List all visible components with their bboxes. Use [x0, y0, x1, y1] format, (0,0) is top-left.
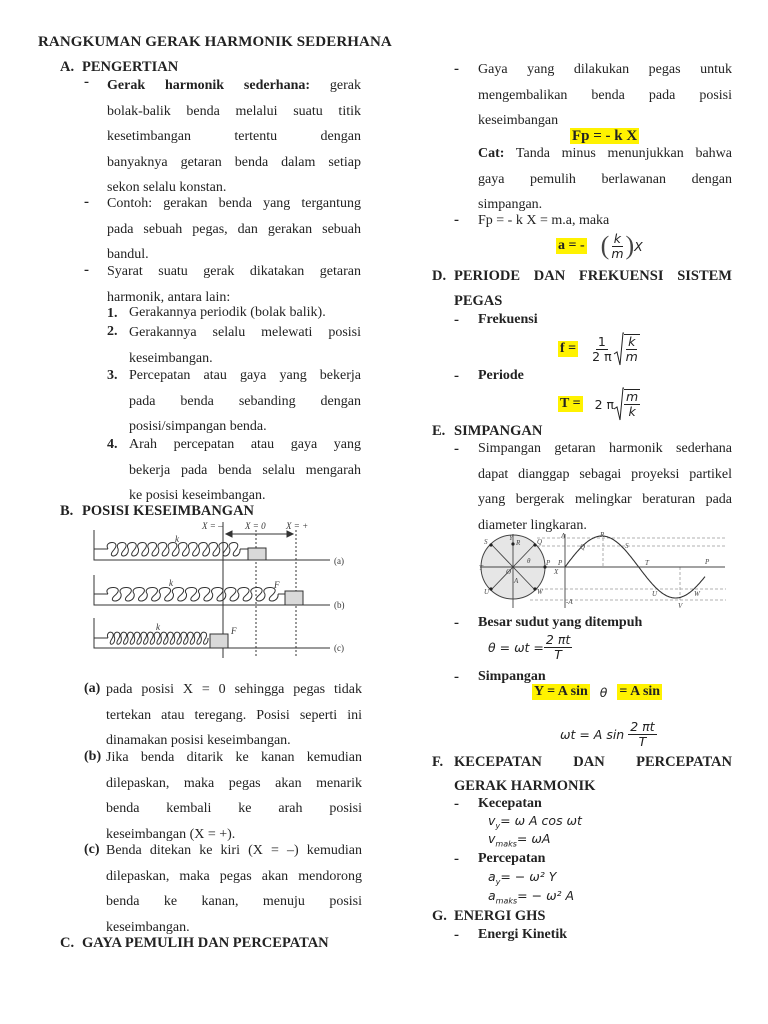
label-p-wave: P	[558, 559, 563, 567]
formula-highlight: = A sin	[619, 684, 661, 699]
symbol-sub: maks	[495, 839, 517, 849]
label-q-wave: Q	[580, 543, 586, 551]
text-line: Percepatan atau gaya yang bekerja	[129, 368, 361, 383]
text-line: bolak-balik benda melalui suatu titik	[107, 103, 361, 119]
text-line: mengembalikan benda pada posisi	[478, 87, 732, 103]
section-d-heading-cont: PEGAS	[454, 293, 503, 309]
label-w: W	[537, 588, 543, 596]
symbol-main: v	[488, 831, 496, 846]
text-line: Contoh: gerakan benda yang tergantung	[107, 196, 361, 211]
circular-motion-diagram	[479, 531, 728, 610]
text-line: dilepaskan, maka pegas akan menarik	[106, 775, 362, 791]
note-paragraph	[478, 141, 732, 218]
mass-c	[210, 634, 228, 648]
formula-angle	[488, 633, 572, 662]
bullet-dash: -	[454, 312, 459, 328]
bullet-dash: -	[84, 74, 89, 90]
text-line: sekon selalu konstan.	[107, 180, 227, 195]
case-b-text	[106, 745, 362, 847]
heading-word: PERCEPATAN	[636, 754, 732, 770]
section-title: SIMPANGAN	[454, 423, 543, 439]
freq-label: Frekuensi	[478, 312, 538, 327]
section-c-heading	[60, 935, 329, 952]
simpangan-paragraph	[478, 436, 732, 538]
fraction-numerator: 2 πt	[545, 632, 571, 647]
text-line: kesetimbangan tertentu dengan	[107, 129, 361, 144]
text-line: diameter lingkaran.	[478, 517, 587, 533]
label-x0: X = 0	[245, 521, 266, 531]
angle-label: Besar sudut yang ditempuh	[478, 615, 643, 630]
text-line: Tanda minus menunjukkan bahwa	[515, 146, 733, 161]
label-neg-a: -A	[566, 598, 573, 606]
bullet-dash: -	[454, 615, 459, 631]
example-paragraph	[107, 191, 361, 268]
label-o: O	[506, 568, 512, 576]
label-k-a: k	[175, 534, 179, 544]
formula-highlight: Y = A sin	[534, 684, 588, 699]
fraction-numerator: 2 πt	[630, 719, 655, 734]
text-line: Gerakannya periodik (bolak balik).	[129, 305, 326, 320]
label-p2-wave: P	[705, 558, 710, 566]
label-f-b: F	[274, 580, 280, 590]
sqrt-sign	[614, 387, 624, 421]
label-a: A	[514, 577, 519, 585]
section-letter: F.	[432, 754, 444, 770]
section-b-heading	[60, 503, 254, 520]
restoring-force-paragraph	[478, 57, 732, 134]
text-line: Jika benda ditarik ke kanan kemudian	[106, 750, 362, 765]
section-letter: D.	[432, 268, 447, 284]
text-line: gerak	[329, 78, 361, 93]
formula-frequency	[558, 332, 640, 366]
paren-right: )	[625, 231, 635, 260]
section-d-heading	[432, 268, 732, 285]
section-title: PENGERTIAN	[82, 59, 179, 75]
mass-b	[285, 591, 303, 605]
section-letter: G.	[432, 908, 447, 924]
label-case-a: (a)	[334, 556, 344, 566]
text-line: Gerakannya selalu melewati posisi	[129, 325, 361, 340]
section-letter: E.	[432, 423, 446, 439]
case-tag: (a)	[84, 681, 101, 696]
kinetic-energy-label: Energi Kinetik	[478, 927, 568, 942]
list-number: 4.	[107, 437, 118, 452]
root-numerator: k	[628, 334, 636, 349]
bullet-dash: -	[84, 262, 89, 278]
section-title: ENERGI GHS	[454, 908, 546, 924]
label-r-wave: R	[600, 531, 605, 539]
label-r: R	[516, 539, 521, 547]
section-letter: B.	[60, 503, 74, 519]
bullet-dash: -	[454, 669, 459, 685]
formula-velocity-max	[488, 831, 550, 849]
symbol-main: v	[488, 813, 496, 828]
text-line: pada posisi X = 0 sehingga pegas tidak	[106, 682, 362, 697]
bullet-dash: -	[454, 796, 459, 812]
bullet-dash: -	[454, 368, 459, 384]
label-t: T	[479, 564, 483, 572]
section-letter: A.	[60, 59, 75, 75]
root-denominator: k	[628, 404, 636, 419]
label-case-c: (c)	[334, 643, 344, 653]
root-numerator: m	[626, 389, 639, 404]
section-title	[454, 754, 732, 771]
heading-word: DAN	[573, 754, 605, 770]
symbol-main: a	[488, 869, 496, 884]
wall-floor-a	[94, 530, 330, 560]
condition-item	[129, 432, 361, 509]
label-case-b: (b)	[334, 600, 345, 610]
note-label: Cat:	[478, 146, 505, 161]
text-line: banyaknya getaran benda dalam setiap	[107, 154, 361, 170]
text-line: keseimbangan.	[129, 350, 213, 366]
label-p: P	[546, 559, 551, 567]
velocity-label: Kecepatan	[478, 796, 542, 811]
label-w-wave: W	[694, 590, 700, 598]
case-c-text	[106, 838, 362, 940]
label-k-c: k	[156, 622, 160, 632]
spring-c	[107, 632, 208, 644]
bullet-dash: -	[454, 927, 459, 943]
label-f-c: F	[231, 626, 237, 636]
label-u-wave: U	[652, 590, 658, 598]
formula-rhs: = − ω² A	[517, 888, 575, 903]
text-line: benda kembali ke arah posisi	[106, 801, 362, 816]
label-a-top: A	[561, 532, 566, 540]
formula-period	[558, 387, 640, 421]
case-a-text	[106, 677, 362, 754]
label-theta: θ	[527, 557, 531, 565]
condition-item	[129, 363, 361, 440]
list-number: 1.	[107, 306, 118, 321]
period-label: Periode	[478, 368, 524, 383]
section-g-heading	[432, 908, 545, 925]
theta-symbol: θ	[599, 684, 608, 700]
displacement-label: Simpangan	[478, 669, 546, 684]
text-line: pada sebuah pegas, dan gerakan sebuah	[107, 221, 361, 237]
text-line: dapat dianggap sebagai proyeksi partikel	[478, 466, 732, 482]
formula-rhs: = − ω² Y	[500, 869, 557, 884]
fraction-denominator: T	[554, 647, 562, 662]
bullet-dash: -	[454, 61, 459, 77]
formula-highlight: Fp = - k X	[572, 128, 638, 144]
heading-word: KECEPATAN	[454, 754, 542, 770]
case-tag: (b)	[84, 749, 102, 764]
formula-rhs: = ωA	[516, 831, 551, 846]
fraction-numerator: k	[613, 230, 622, 246]
formula-displacement-2	[560, 720, 657, 749]
label-y: Y	[509, 534, 513, 542]
formula-acceleration-max	[488, 888, 574, 906]
text-line: bekerja pada benda selalu mengarah	[129, 462, 361, 478]
sqrt-sign	[614, 332, 624, 366]
definition-paragraph	[107, 73, 361, 201]
fraction-denominator: m	[611, 245, 624, 261]
formula-displacement	[532, 684, 662, 700]
text-line: dilepaskan, maka pegas akan mendorong	[106, 868, 362, 884]
bullet-dash: -	[454, 441, 459, 457]
label-s: S	[484, 538, 488, 546]
label-u: U	[484, 588, 490, 596]
symbol-sub: maks	[495, 896, 518, 906]
label-x: X	[554, 568, 559, 576]
bullet-dash: -	[454, 851, 459, 867]
page-title: RANGKUMAN GERAK HARMONIK SEDERHANA	[38, 34, 392, 50]
text-line: keseimbangan (X = +).	[106, 826, 236, 842]
spring-diagram	[90, 520, 360, 660]
text-line: pada benda sebanding dengan	[129, 393, 361, 409]
section-letter: C.	[60, 935, 75, 951]
formula-rhs: = ω A cos ωt	[500, 813, 582, 828]
case-tag: (c)	[84, 842, 100, 857]
formula-velocity	[488, 813, 582, 831]
formula-lhs: θ = ωt =	[488, 640, 544, 655]
point-u	[489, 587, 492, 590]
label-v-wave: V	[678, 602, 683, 610]
list-number: 2.	[107, 324, 118, 339]
formula-acceleration	[488, 869, 556, 887]
spring-b	[107, 587, 278, 601]
text-line: Arah percepatan atau gaya yang	[129, 437, 361, 452]
section-title: GAYA PEMULIH DAN PERCEPATAN	[82, 935, 329, 951]
label-k-b: k	[169, 578, 173, 588]
root-denominator: m	[625, 349, 638, 364]
list-number: 3.	[107, 368, 118, 383]
text-line: benda ke kanan, menuju posisi	[106, 894, 362, 909]
section-f-heading	[432, 754, 732, 771]
paren-left: (	[600, 231, 610, 260]
text-line: posisi/simpangan benda.	[129, 419, 267, 434]
fp-ma-text: Fp = - k X = m.a, maka	[478, 213, 610, 228]
fraction-denominator: 2 π	[592, 348, 612, 364]
text-line: ke posisi keseimbangan.	[129, 488, 266, 503]
text-line: bandul.	[107, 247, 149, 262]
bullet-dash: -	[84, 194, 89, 210]
text-line: yang bergerak melingkar beraturan pada	[478, 492, 732, 507]
mass-a	[248, 548, 266, 560]
period-coefficient: 2 π	[594, 396, 615, 412]
text-line: dinamakan posisi keseimbangan.	[106, 733, 291, 748]
text-line: harmonik, antara lain:	[107, 289, 231, 305]
section-f-heading-cont: GERAK HARMONIK	[454, 778, 596, 794]
variable-x: X	[634, 238, 643, 254]
term-bold: Gerak harmonik sederhana:	[107, 78, 311, 93]
point-r	[511, 542, 514, 545]
formula-a	[556, 231, 643, 261]
formula-lhs: ωt = A sin	[560, 727, 625, 742]
symbol-main: a	[488, 888, 496, 903]
text-line: simpangan.	[478, 197, 543, 212]
bullet-dash: -	[454, 212, 459, 228]
label-t-wave: T	[645, 559, 649, 567]
symbol-sub: y	[495, 877, 501, 887]
section-title: POSISI KESEIMBANGAN	[82, 503, 255, 519]
label-xneg: X = –	[202, 521, 223, 531]
acceleration-label: Percepatan	[478, 851, 546, 866]
text-line: Gaya yang dilakukan pegas untuk	[478, 62, 732, 77]
label-xpos: X = +	[286, 521, 309, 531]
text-line: gaya pemulih berlawanan dengan	[478, 171, 732, 187]
formula-highlight: a = -	[558, 238, 585, 253]
text-line: tertekan atau teregang. Posisi seperti ini	[106, 707, 362, 723]
label-s-wave: S	[625, 542, 629, 550]
formula-highlight: T =	[560, 396, 581, 411]
spring-a	[107, 542, 240, 556]
label-q: Q	[537, 538, 543, 546]
section-title: PERIODE DAN FREKUENSI SISTEM	[454, 268, 732, 284]
symbol-sub: y	[495, 821, 501, 831]
fraction-denominator: T	[638, 734, 647, 749]
text-line: keseimbangan.	[106, 919, 190, 935]
text-line: Benda ditekan ke kiri (X = –) kemudian	[106, 843, 362, 858]
fraction-numerator: 1	[597, 333, 606, 349]
formula-highlight: f =	[560, 341, 577, 356]
text-line: Syarat suatu gerak dikatakan getaran	[107, 264, 361, 279]
text-line: Simpangan getaran harmonik sederhana	[478, 441, 732, 456]
text-line: keseimbangan	[478, 113, 559, 128]
point-s	[489, 543, 492, 546]
